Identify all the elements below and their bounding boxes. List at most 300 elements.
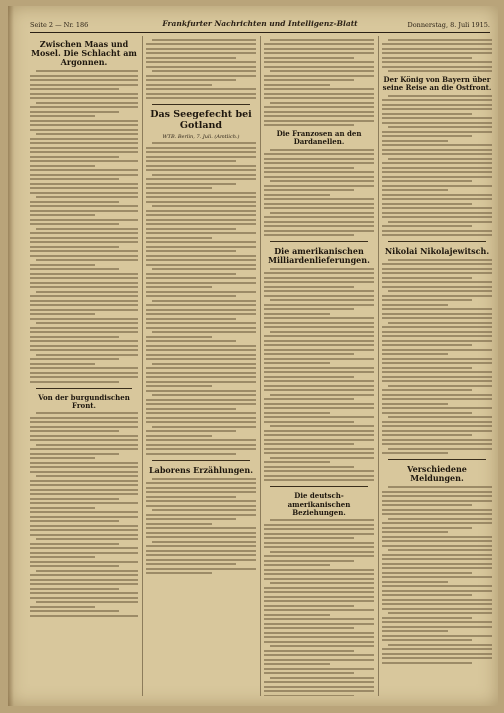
text-line bbox=[146, 250, 236, 252]
text-line bbox=[264, 362, 330, 364]
column-rule bbox=[378, 36, 379, 696]
text-line bbox=[382, 216, 492, 218]
text-line bbox=[146, 345, 256, 347]
text-line bbox=[264, 412, 330, 414]
text-line bbox=[382, 439, 492, 441]
text-line bbox=[146, 367, 256, 369]
text-line bbox=[146, 169, 256, 171]
text-line bbox=[264, 88, 374, 90]
text-line bbox=[264, 189, 354, 191]
text-line bbox=[30, 417, 138, 419]
text-line bbox=[30, 520, 119, 522]
text-line bbox=[270, 212, 374, 214]
text-line bbox=[30, 129, 138, 131]
text-line bbox=[264, 272, 374, 274]
text-line bbox=[264, 198, 374, 200]
text-line bbox=[36, 133, 138, 135]
text-line bbox=[146, 532, 256, 534]
text-line bbox=[264, 106, 374, 108]
text-line bbox=[382, 653, 492, 655]
text-line bbox=[382, 608, 492, 610]
text-line bbox=[30, 318, 138, 320]
text-line bbox=[146, 358, 256, 360]
text-line bbox=[388, 416, 492, 418]
text-line bbox=[264, 537, 354, 539]
text-line bbox=[146, 151, 256, 153]
text-line bbox=[152, 39, 256, 41]
text-line bbox=[382, 286, 492, 288]
text-line bbox=[264, 479, 374, 481]
text-line bbox=[146, 527, 256, 529]
text-line bbox=[264, 659, 374, 661]
text-line bbox=[388, 259, 492, 261]
text-line bbox=[270, 180, 374, 182]
text-line bbox=[146, 439, 256, 441]
text-line bbox=[264, 304, 374, 306]
text-line bbox=[152, 70, 256, 72]
article-body bbox=[382, 95, 492, 237]
text-line bbox=[264, 609, 374, 611]
text-line bbox=[382, 513, 492, 515]
text-line bbox=[264, 542, 374, 544]
text-line bbox=[146, 295, 236, 297]
text-line bbox=[264, 367, 374, 369]
text-line bbox=[152, 363, 256, 365]
text-line bbox=[264, 403, 374, 405]
text-line bbox=[264, 434, 374, 436]
text-line bbox=[30, 372, 138, 374]
text-line bbox=[382, 176, 492, 178]
text-line bbox=[146, 201, 256, 203]
text-line bbox=[264, 281, 374, 283]
text-line bbox=[30, 97, 138, 99]
text-line bbox=[30, 160, 138, 162]
text-line bbox=[30, 241, 138, 243]
text-line bbox=[382, 171, 492, 173]
text-line bbox=[146, 412, 256, 414]
text-line bbox=[146, 237, 212, 239]
text-line bbox=[30, 120, 138, 122]
text-line bbox=[382, 52, 492, 54]
text-line bbox=[30, 327, 138, 329]
text-line bbox=[382, 349, 492, 351]
text-line bbox=[36, 475, 138, 477]
text-line bbox=[30, 232, 138, 234]
text-line bbox=[264, 308, 354, 310]
text-line bbox=[36, 196, 138, 198]
text-line bbox=[30, 138, 138, 140]
text-line bbox=[146, 88, 256, 90]
text-line bbox=[146, 48, 256, 50]
text-line bbox=[382, 353, 448, 355]
text-line bbox=[264, 672, 354, 674]
text-line bbox=[146, 264, 256, 266]
text-line bbox=[36, 570, 138, 572]
page-number: Seite 2 — Nr. 186 bbox=[30, 21, 89, 29]
text-line bbox=[382, 331, 492, 333]
text-line bbox=[264, 596, 374, 598]
text-line bbox=[264, 641, 374, 643]
article-body bbox=[264, 268, 374, 482]
text-line bbox=[30, 462, 138, 464]
text-line bbox=[36, 538, 138, 540]
text-line bbox=[30, 174, 138, 176]
text-line bbox=[30, 426, 138, 428]
text-line bbox=[382, 268, 492, 270]
headline-milliardenlieferungen: Die amerikanischen Milliardenlieferungen. bbox=[268, 246, 370, 266]
text-line bbox=[382, 536, 492, 538]
text-line bbox=[382, 527, 472, 529]
text-line bbox=[146, 327, 256, 329]
text-line bbox=[146, 232, 256, 234]
article-body bbox=[146, 142, 256, 455]
text-line bbox=[388, 95, 492, 97]
text-line bbox=[264, 221, 374, 223]
text-line bbox=[30, 246, 119, 248]
text-line bbox=[30, 178, 119, 180]
text-line bbox=[264, 452, 374, 454]
text-line bbox=[30, 552, 138, 554]
text-line bbox=[146, 444, 256, 446]
text-line bbox=[30, 156, 119, 158]
text-line bbox=[264, 344, 374, 346]
text-line bbox=[36, 601, 138, 603]
article-body bbox=[146, 478, 256, 575]
text-line bbox=[382, 104, 492, 106]
text-line bbox=[264, 79, 354, 81]
text-line bbox=[30, 210, 138, 212]
text-line bbox=[382, 380, 492, 382]
text-line bbox=[382, 149, 492, 151]
text-line bbox=[382, 421, 492, 423]
text-line bbox=[30, 484, 138, 486]
text-line bbox=[382, 135, 472, 137]
separator bbox=[36, 388, 132, 389]
text-line bbox=[382, 198, 492, 200]
text-line bbox=[30, 147, 138, 149]
text-line bbox=[382, 48, 492, 50]
text-line bbox=[30, 106, 138, 108]
text-line bbox=[146, 408, 236, 410]
text-line bbox=[264, 162, 374, 164]
text-line bbox=[264, 203, 374, 205]
text-line bbox=[30, 111, 119, 113]
text-line bbox=[270, 582, 374, 584]
text-line bbox=[146, 304, 256, 306]
text-line bbox=[264, 600, 374, 602]
text-line bbox=[264, 48, 374, 50]
text-line bbox=[146, 505, 256, 507]
text-line bbox=[264, 398, 354, 400]
text-line bbox=[146, 572, 212, 574]
text-line bbox=[30, 336, 119, 338]
text-line bbox=[264, 97, 374, 99]
text-line bbox=[388, 518, 492, 520]
text-line bbox=[264, 573, 374, 575]
text-line bbox=[264, 286, 354, 288]
text-line bbox=[382, 558, 492, 560]
text-line bbox=[146, 381, 256, 383]
text-line bbox=[30, 556, 95, 558]
text-line bbox=[382, 567, 492, 569]
newspaper-page bbox=[8, 6, 498, 706]
text-line bbox=[388, 70, 492, 72]
text-line bbox=[382, 657, 492, 659]
text-line bbox=[388, 126, 492, 128]
text-line bbox=[382, 144, 492, 146]
text-line bbox=[146, 376, 256, 378]
text-line bbox=[30, 480, 138, 482]
text-line bbox=[264, 43, 374, 45]
text-line bbox=[382, 225, 472, 227]
text-line bbox=[146, 241, 256, 243]
text-line bbox=[152, 478, 256, 480]
text-line bbox=[30, 223, 119, 225]
text-line bbox=[30, 448, 138, 450]
text-line bbox=[264, 389, 374, 391]
text-line bbox=[264, 430, 374, 432]
text-line bbox=[30, 313, 95, 315]
text-line bbox=[382, 540, 492, 542]
text-line bbox=[146, 187, 212, 189]
text-line bbox=[264, 194, 330, 196]
text-line bbox=[146, 399, 256, 401]
text-line bbox=[264, 295, 374, 297]
text-line bbox=[30, 592, 138, 594]
text-line bbox=[146, 448, 256, 450]
text-line bbox=[146, 259, 256, 261]
text-line bbox=[264, 326, 374, 328]
text-line bbox=[264, 376, 354, 378]
text-line bbox=[146, 291, 256, 293]
text-line bbox=[146, 435, 212, 437]
text-line bbox=[146, 417, 256, 419]
text-line bbox=[382, 212, 492, 214]
headline-nikolai: Nikolai Nikolajewitsch. bbox=[384, 246, 490, 257]
text-line bbox=[382, 599, 492, 601]
text-line bbox=[382, 230, 492, 232]
text-line bbox=[30, 264, 95, 266]
text-line bbox=[30, 363, 95, 365]
text-line bbox=[146, 309, 256, 311]
text-line bbox=[146, 183, 236, 185]
text-line bbox=[30, 430, 119, 432]
text-line bbox=[382, 358, 492, 360]
text-line bbox=[382, 621, 492, 623]
text-line bbox=[382, 317, 492, 319]
text-line bbox=[146, 318, 236, 320]
text-line bbox=[146, 545, 256, 547]
text-line bbox=[264, 461, 330, 463]
text-line bbox=[30, 471, 138, 473]
text-line bbox=[146, 93, 256, 95]
text-line bbox=[30, 309, 138, 311]
text-line bbox=[382, 495, 492, 497]
text-line bbox=[30, 439, 138, 441]
text-line bbox=[264, 627, 354, 629]
text-line bbox=[146, 277, 256, 279]
text-line bbox=[146, 568, 256, 570]
column-2 bbox=[146, 36, 256, 696]
text-line bbox=[270, 457, 374, 459]
text-line bbox=[264, 111, 374, 113]
text-line bbox=[30, 466, 138, 468]
text-line bbox=[270, 299, 374, 301]
text-line bbox=[146, 496, 236, 498]
text-line bbox=[382, 585, 492, 587]
text-line bbox=[146, 491, 256, 493]
headline-beziehungen: Die deutsch-amerikanischen Beziehungen. bbox=[287, 491, 351, 517]
text-line bbox=[264, 654, 374, 656]
text-line bbox=[30, 588, 119, 590]
text-line bbox=[146, 421, 256, 423]
text-line bbox=[264, 290, 374, 292]
text-line bbox=[30, 525, 138, 527]
text-line bbox=[30, 84, 138, 86]
article-body bbox=[30, 412, 138, 617]
text-line bbox=[146, 57, 236, 59]
headline-seegefecht-gotland: Das Seegefecht bei Gotland bbox=[150, 109, 252, 131]
text-line bbox=[30, 367, 138, 369]
text-line bbox=[382, 504, 472, 506]
article-body bbox=[264, 519, 374, 696]
text-line bbox=[146, 554, 256, 556]
text-line bbox=[30, 435, 138, 437]
text-line bbox=[30, 93, 138, 95]
text-line bbox=[146, 210, 256, 212]
text-line bbox=[36, 354, 138, 356]
text-line bbox=[146, 75, 256, 77]
text-line bbox=[382, 66, 492, 68]
headline-dardanellen: Die Franzosen an den Dardanellen. bbox=[276, 129, 362, 147]
text-line bbox=[382, 639, 472, 641]
separator bbox=[388, 459, 486, 460]
text-line bbox=[382, 626, 492, 628]
text-line bbox=[30, 75, 138, 77]
text-line bbox=[146, 84, 212, 86]
text-line bbox=[30, 304, 138, 306]
text-line bbox=[382, 362, 492, 364]
headline-maas-mosel: Zwischen Maas und Mosel. Die Schlacht am Argonnen. bbox=[31, 39, 137, 68]
text-line bbox=[146, 282, 256, 284]
columns bbox=[30, 36, 490, 696]
text-line bbox=[30, 349, 138, 351]
text-line bbox=[264, 448, 374, 450]
text-line bbox=[382, 398, 492, 400]
text-line bbox=[264, 668, 374, 670]
text-line bbox=[264, 61, 374, 63]
text-line bbox=[30, 606, 95, 608]
text-line bbox=[264, 66, 374, 68]
text-line bbox=[264, 578, 374, 580]
text-line bbox=[388, 448, 492, 450]
text-line bbox=[146, 354, 256, 356]
text-line bbox=[152, 331, 256, 333]
article-body bbox=[382, 259, 492, 455]
text-line bbox=[146, 66, 256, 68]
text-line bbox=[30, 142, 138, 144]
text-line bbox=[270, 645, 374, 647]
text-line bbox=[382, 277, 472, 279]
text-line bbox=[264, 555, 374, 557]
text-line bbox=[382, 581, 448, 583]
text-line bbox=[36, 228, 138, 230]
text-line bbox=[146, 147, 256, 149]
text-line bbox=[146, 192, 256, 194]
page-stain bbox=[8, 6, 14, 706]
text-line bbox=[382, 194, 492, 196]
text-line bbox=[382, 407, 492, 409]
text-line bbox=[30, 286, 138, 288]
text-line bbox=[36, 444, 138, 446]
text-line bbox=[264, 349, 374, 351]
text-line bbox=[382, 603, 492, 605]
text-line bbox=[30, 534, 138, 536]
column-rule bbox=[260, 36, 261, 696]
text-line bbox=[382, 389, 472, 391]
text-line bbox=[264, 124, 354, 126]
text-line bbox=[382, 648, 492, 650]
text-line bbox=[146, 156, 256, 158]
text-line bbox=[146, 487, 256, 489]
text-line bbox=[30, 561, 138, 563]
text-line bbox=[382, 594, 472, 596]
text-line bbox=[30, 547, 138, 549]
text-line bbox=[264, 353, 354, 355]
text-line bbox=[264, 216, 374, 218]
text-line bbox=[146, 178, 256, 180]
text-line bbox=[30, 511, 138, 513]
text-line bbox=[388, 486, 492, 488]
text-line bbox=[30, 201, 119, 203]
text-line bbox=[36, 412, 138, 414]
text-line bbox=[382, 308, 492, 310]
text-line bbox=[382, 122, 492, 124]
text-line bbox=[382, 394, 492, 396]
text-line bbox=[30, 192, 138, 194]
text-line bbox=[146, 219, 256, 221]
text-line bbox=[30, 579, 138, 581]
text-line bbox=[264, 234, 354, 236]
text-line bbox=[146, 336, 212, 338]
text-line bbox=[388, 385, 492, 387]
text-line bbox=[264, 230, 374, 232]
text-line bbox=[30, 493, 138, 495]
text-line bbox=[30, 273, 138, 275]
text-line bbox=[382, 376, 492, 378]
text-line bbox=[152, 300, 256, 302]
text-line bbox=[152, 509, 256, 511]
text-line bbox=[36, 259, 138, 261]
text-line bbox=[264, 663, 330, 665]
separator bbox=[388, 241, 486, 242]
text-line bbox=[264, 681, 374, 683]
text-line bbox=[382, 590, 492, 592]
text-line bbox=[30, 457, 95, 459]
text-line bbox=[388, 221, 492, 223]
text-line bbox=[146, 514, 256, 516]
text-line bbox=[264, 385, 374, 387]
text-line bbox=[388, 549, 492, 551]
text-line bbox=[264, 443, 354, 445]
text-line bbox=[146, 97, 256, 99]
article-body bbox=[146, 39, 256, 100]
text-line bbox=[270, 394, 374, 396]
text-line bbox=[382, 662, 472, 664]
text-line bbox=[382, 430, 492, 432]
text-line bbox=[382, 113, 472, 115]
text-line bbox=[382, 443, 492, 445]
